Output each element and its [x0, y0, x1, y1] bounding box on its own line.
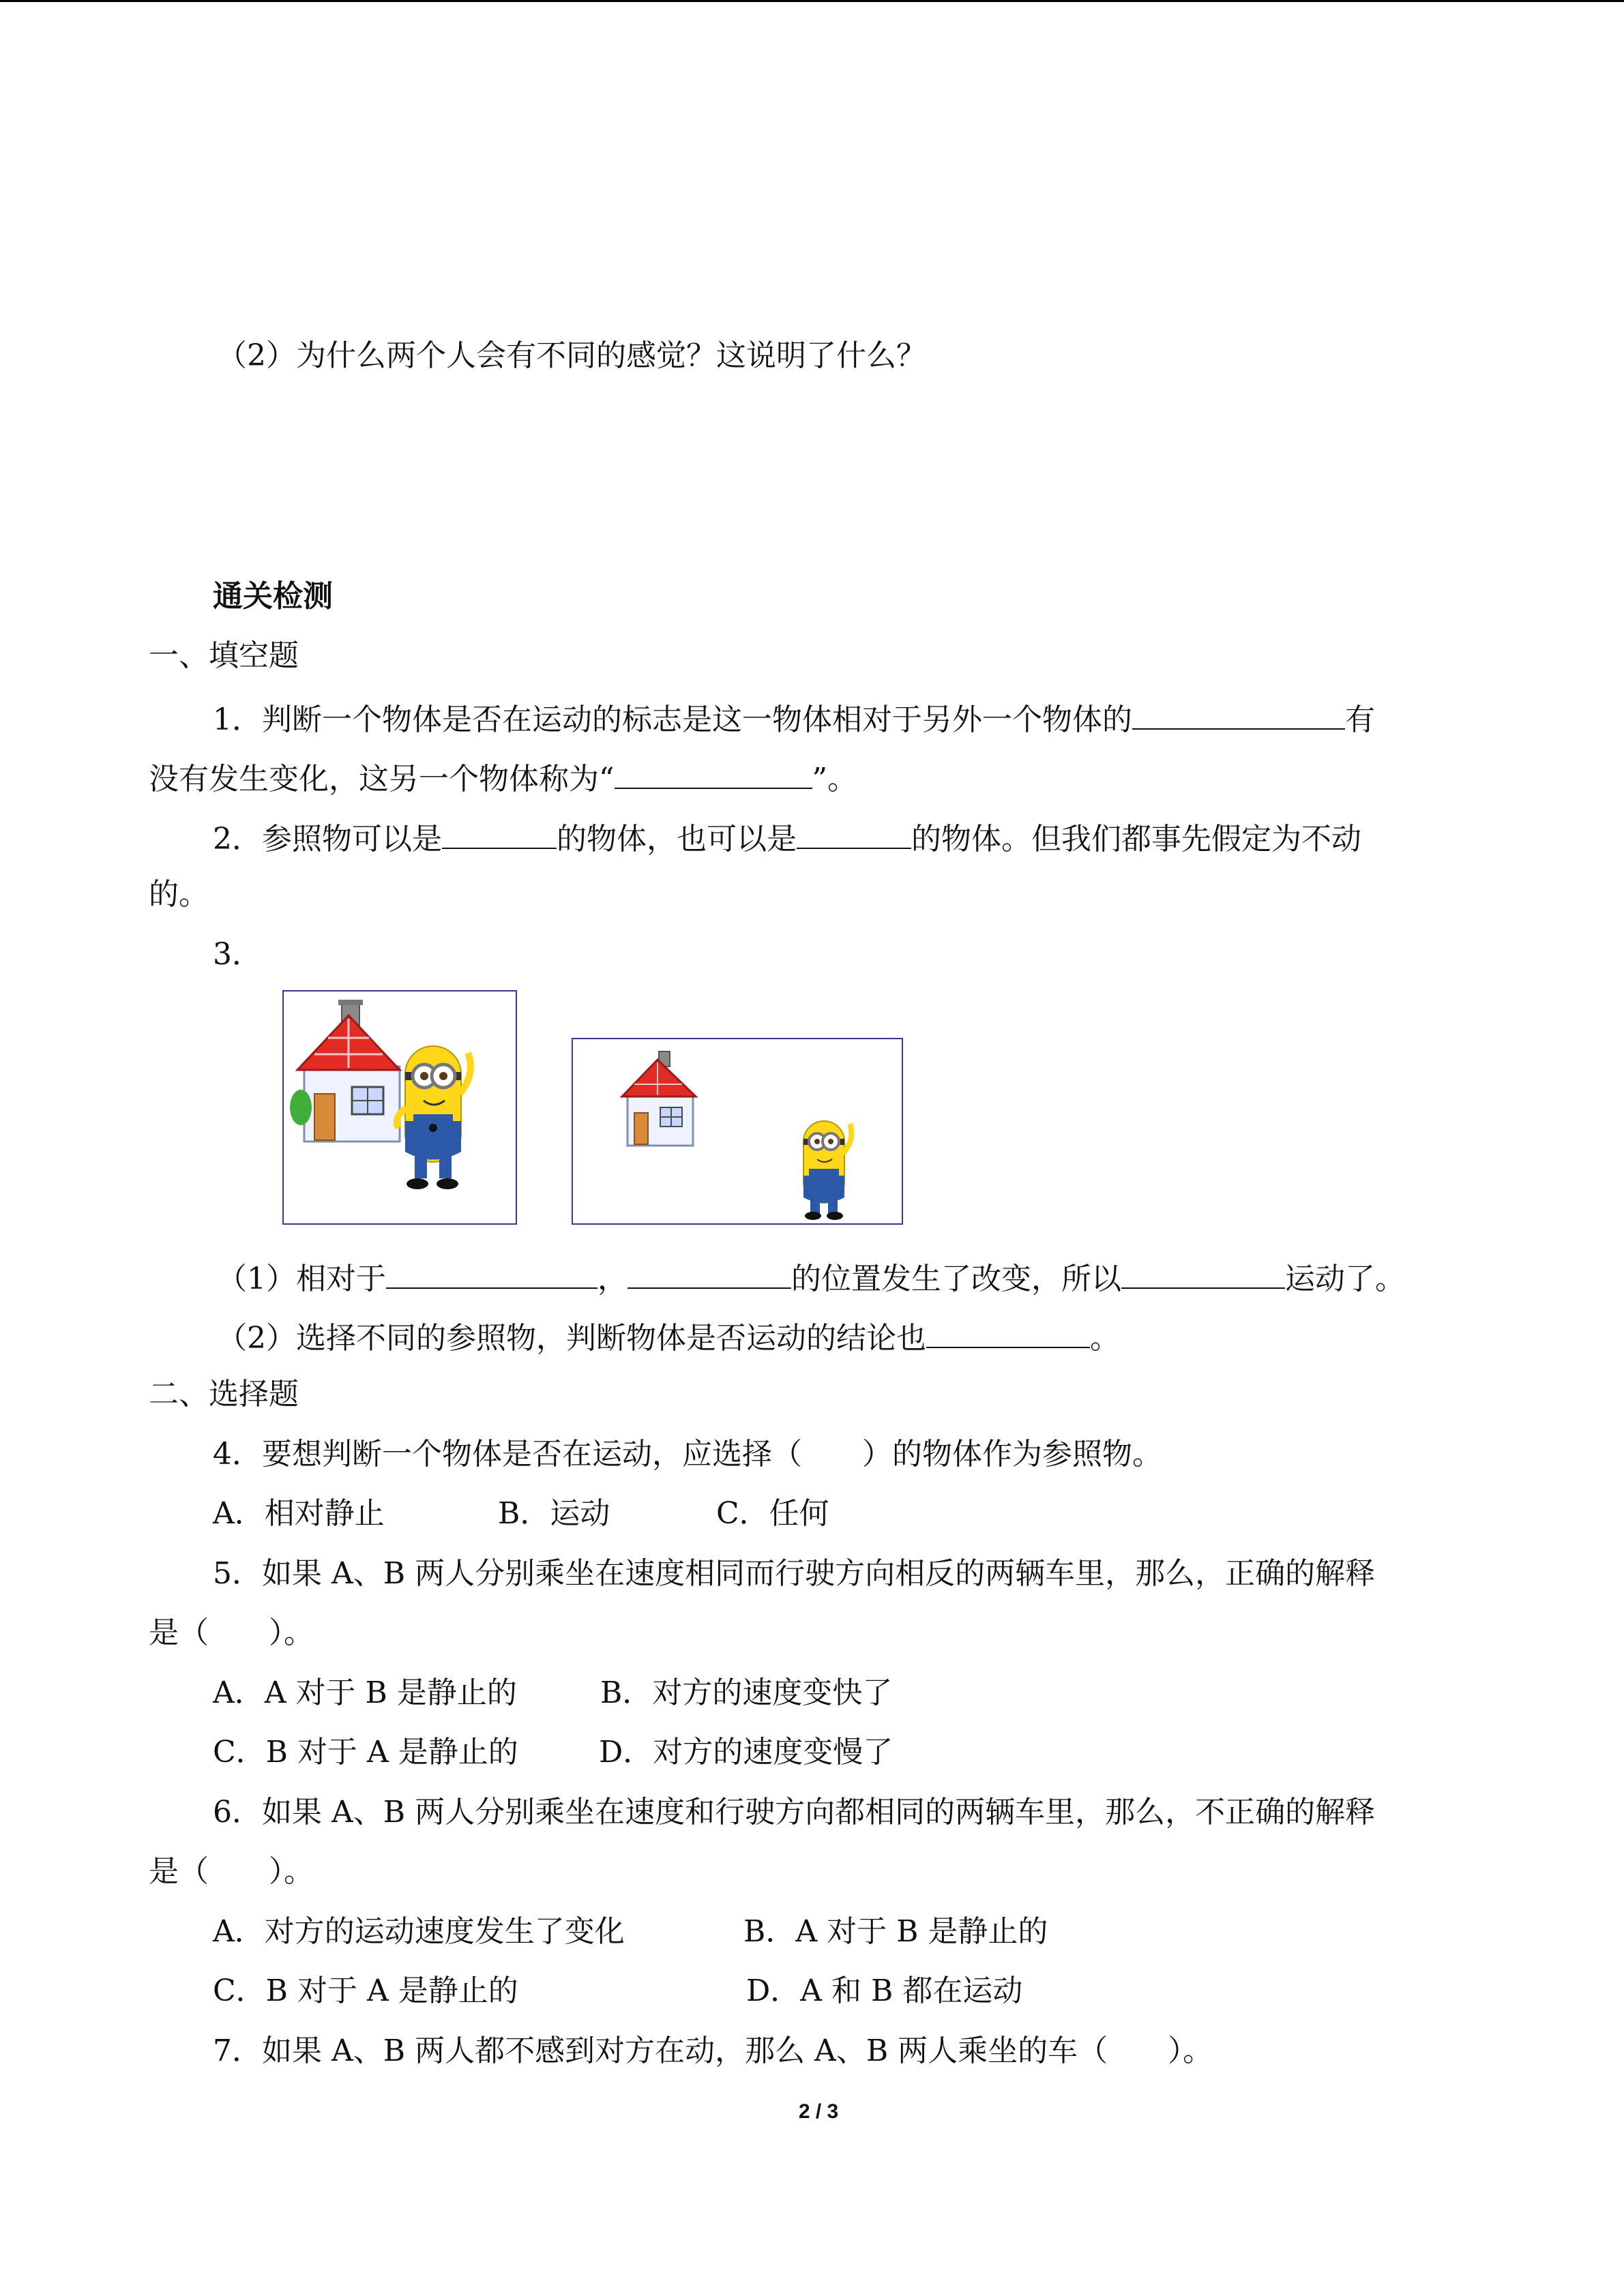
- q6-line2: 是（ ）。: [149, 1854, 314, 1889]
- page-number: 2 / 3: [798, 2100, 839, 2123]
- house-icon: [290, 1000, 400, 1142]
- q1-line2: [149, 755, 857, 800]
- part1-heading: 一、填空题: [149, 638, 299, 673]
- q3-sub1-text-b: ，: [597, 1262, 628, 1296]
- minion-icon: [397, 1046, 471, 1189]
- q6-option-d: D．A 和 B 都在运动: [746, 1973, 1023, 2008]
- q1-text-b: 有: [1345, 702, 1375, 737]
- q5-option-b: B．对方的速度变快了: [600, 1675, 893, 1710]
- q1-text-d: ”。: [812, 762, 857, 796]
- house-icon: [622, 1052, 696, 1146]
- q4-text: 4．要想判断一个物体是否在运动，应选择（ ）的物体作为参照物。: [213, 1437, 1162, 1472]
- q3-sub2: [217, 1314, 1120, 1359]
- figure-2: [572, 1038, 903, 1225]
- q4-option-c: C．任何: [716, 1496, 829, 1531]
- q2-text-c: 的物体。但我们都事先假定为不动: [911, 822, 1361, 856]
- figure-1-illustration: [284, 992, 516, 1223]
- q2-line2: 的。: [149, 877, 209, 912]
- q4-option-a: A．相对静止: [213, 1496, 385, 1531]
- figure-1: [282, 990, 517, 1225]
- q2-text-b: 的物体，也可以是: [557, 822, 797, 856]
- q5-line1: 5．如果 A、B 两人分别乘坐在速度相同而行驶方向相反的两辆车里，那么，正确的解释: [213, 1556, 1376, 1591]
- q2-blank-1[interactable]: [442, 815, 557, 849]
- q3-sub1-blank-1[interactable]: [386, 1255, 597, 1289]
- q2-line1: [213, 815, 1361, 860]
- q3-number: 3．: [213, 937, 262, 972]
- q7-text: 7．如果 A、B 两人都不感到对方在动，那么 A、B 两人乘坐的车（ ）。: [213, 2033, 1213, 2068]
- page-top-border: [0, 0, 1624, 2]
- q2-text-a: 2．参照物可以是: [213, 822, 442, 856]
- q1-blank-1[interactable]: [1132, 696, 1345, 730]
- prev-question-sub2: （2）为什么两个人会有不同的感觉？这说明了什么？: [217, 338, 926, 373]
- q6-option-a: A．对方的运动速度发生了变化: [213, 1914, 625, 1949]
- q2-blank-2[interactable]: [797, 815, 911, 849]
- q3-sub2-text-a: （2）选择不同的参照物，判断物体是否运动的结论也: [217, 1321, 926, 1356]
- q6-option-c: C．B 对于 A 是静止的: [213, 1973, 518, 2008]
- q3-sub1-text-c: 的位置发生了改变，所以: [791, 1262, 1121, 1296]
- q6-option-b: B．A 对于 B 是静止的: [743, 1914, 1048, 1949]
- q6-line1: 6．如果 A、B 两人分别乘坐在速度和行驶方向都相同的两辆车里，那么，不正确的解释: [213, 1795, 1376, 1830]
- q3-sub1: [217, 1255, 1405, 1300]
- q3-sub1-text-d: 运动了。: [1285, 1262, 1405, 1296]
- figure-2-illustration: [573, 1039, 902, 1223]
- q5-option-d: D．对方的速度变慢了: [599, 1735, 894, 1770]
- q3-sub2-text-b: 。: [1090, 1321, 1120, 1356]
- q5-option-a: A．A 对于 B 是静止的: [213, 1675, 517, 1710]
- q1-line1: [213, 696, 1375, 741]
- q1-text-c: 没有发生变化，这另一个物体称为“: [149, 762, 615, 796]
- minion-icon: [803, 1121, 851, 1220]
- q1-text-a: 1．判断一个物体是否在运动的标志是这一物体相对于另外一个物体的: [213, 702, 1132, 737]
- q1-blank-2[interactable]: [615, 755, 812, 789]
- q3-sub1-text-a: （1）相对于: [217, 1262, 386, 1296]
- q5-line2: 是（ ）。: [149, 1615, 314, 1650]
- section-title: 通关检测: [213, 579, 333, 614]
- q4-option-b: B．运动: [498, 1496, 610, 1531]
- part2-heading: 二、选择题: [149, 1377, 299, 1412]
- q5-option-c: C．B 对于 A 是静止的: [213, 1735, 518, 1770]
- q3-sub1-blank-2[interactable]: [628, 1255, 791, 1289]
- q3-sub2-blank[interactable]: [926, 1314, 1090, 1348]
- q3-sub1-blank-3[interactable]: [1121, 1255, 1285, 1289]
